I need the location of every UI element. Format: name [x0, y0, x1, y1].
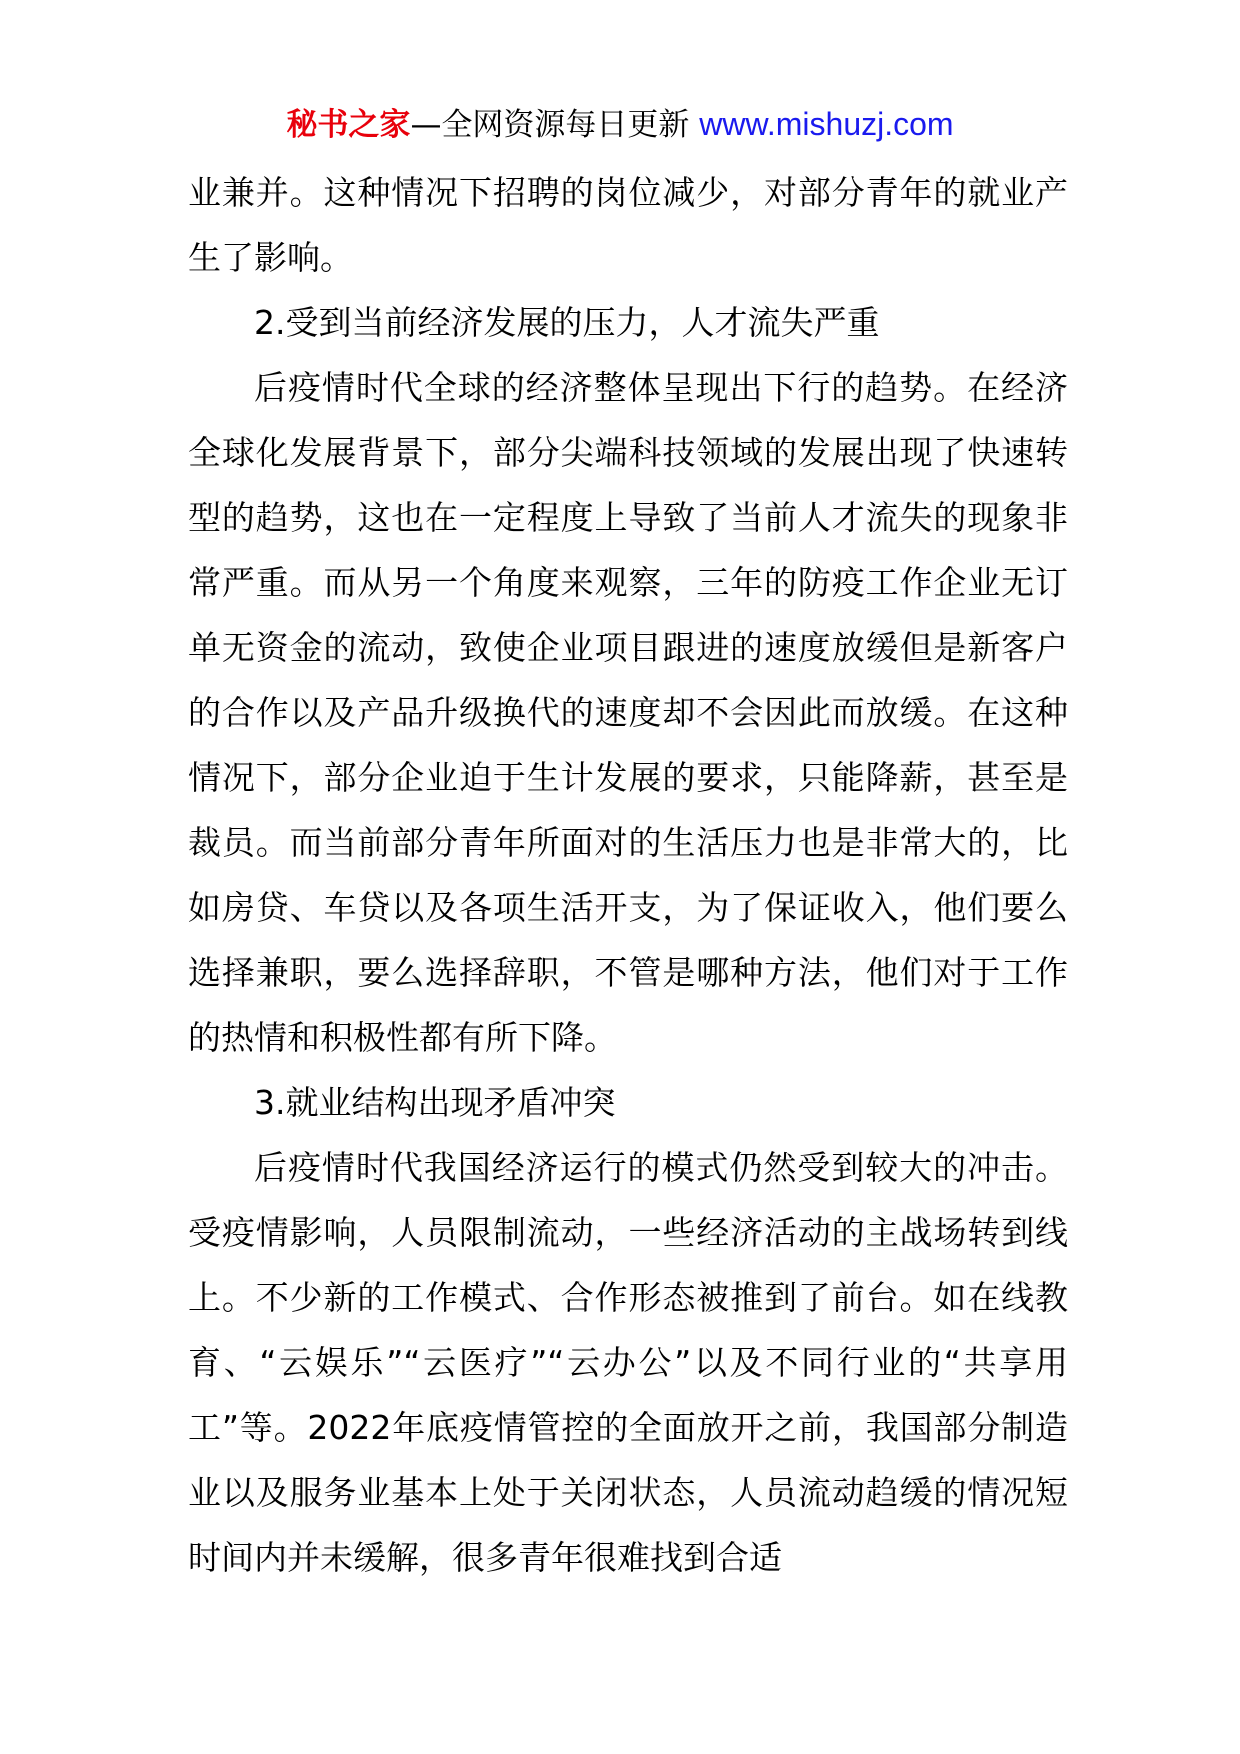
- page-header: [0, 100, 1240, 149]
- paragraph-talent-loss: 后疫情时代全球的经济整体呈现出下行的趋势。在经济全球化发展背景下，部分尖端科技领域的发展出现了快速转型的趋势，这也在一定程度上导致了当前人才流失的现象非常严重。而从另一个角度来观察，三年的防疫工作企业无订单无资金的流动，致使企业项目跟进的速度放缓但是新客户的合作以及产品升级换代的速度却不会因此而放缓。在这种情况下，部分企业迫于生计发展的要求，只能降薪，甚至是裁员。而当前部分青年所面对的生活压力也是非常大的，比如房贷、车贷以及各项生活开支，为了保证收入，他们要么选择兼职，要么选择辞职，不管是哪种方法，他们对于工作的热情和积极性都有所下降。: [188, 368, 1068, 1057]
- section-heading-2: 2.受到当前经济发展的压力，人才流失严重: [254, 303, 880, 342]
- header-tagline: —全网资源每日更新: [410, 107, 700, 143]
- document-body: [188, 160, 1068, 1590]
- section-heading-3: 3.就业结构出现矛盾冲突: [254, 1083, 616, 1122]
- paragraph-continuation: 业兼并。这种情况下招聘的岗位减少，对部分青年的就业产生了影响。: [188, 173, 1068, 277]
- site-url-link[interactable]: www.mishuzj.com: [699, 106, 954, 142]
- brand-name: 秘书之家: [286, 107, 411, 143]
- paragraph-employment-structure: 后疫情时代我国经济运行的模式仍然受到较大的冲击。受疫情影响，人员限制流动，一些经济活动的主战场转到线上。不少新的工作模式、合作形态被推到了前台。如在线教育、“云娱乐”“云医疗”“云办公”以及不同行业的“共享用工”等。2022年底疫情管控的全面放开之前，我国部分制造业以及服务业基本上处于关闭状态，人员流动趋缓的情况短时间内并未缓解，很多青年很难找到合适: [188, 1148, 1068, 1577]
